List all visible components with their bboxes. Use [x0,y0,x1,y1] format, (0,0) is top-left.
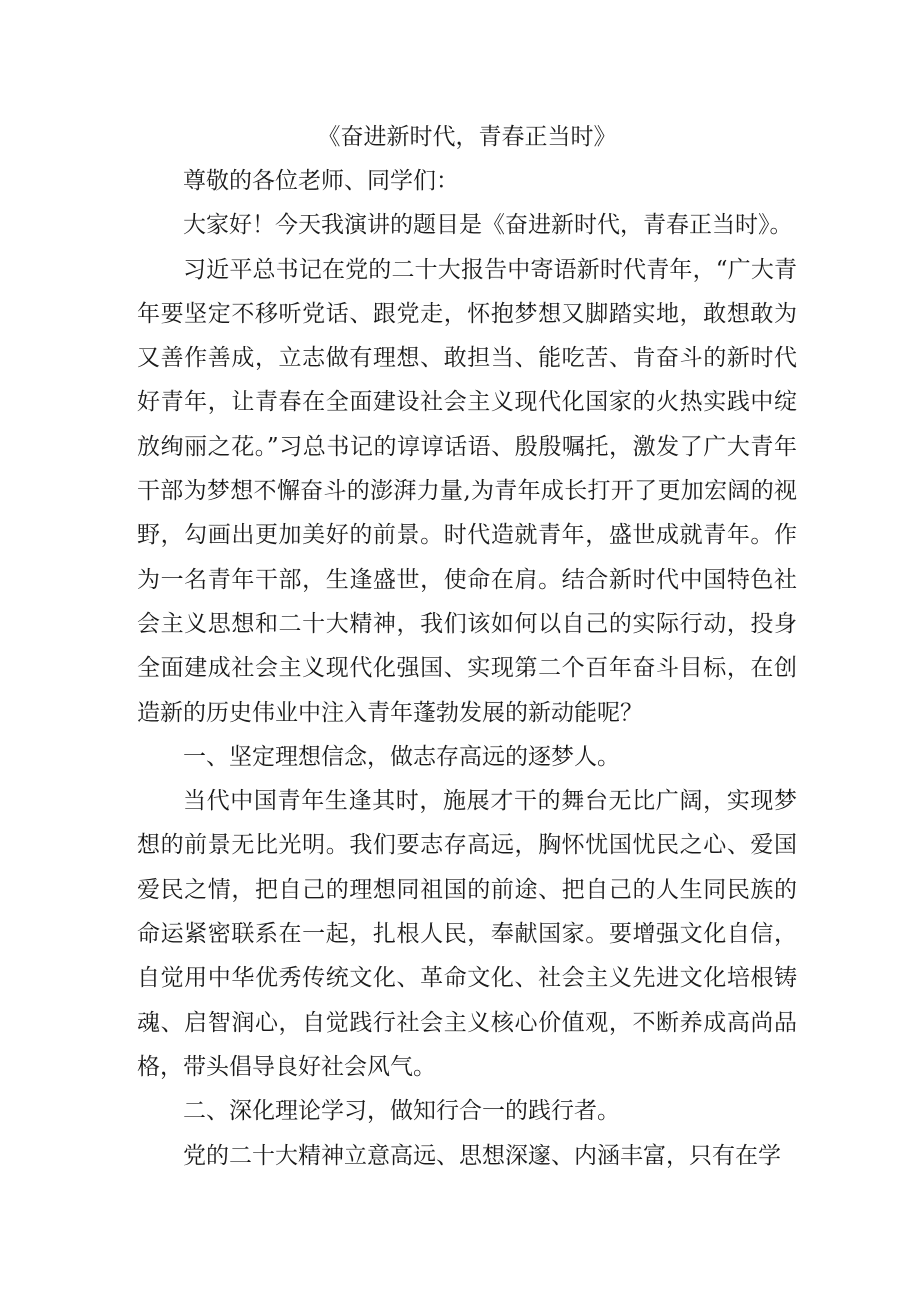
salutation: 尊敬的各位老师、同学们： [183,168,459,194]
document-body [137,115,797,1178]
paragraph-section-two: 党的二十大精神立意高远、思想深邃、内涵丰富，只有在学 [183,1142,781,1169]
paragraph-quote: 习近平总书记在党的二十大报告中寄语新时代青年，“广大青年要坚定不移听党话、跟党走，怀抱梦想又脚踏实地，敢想敢为又善作善成，立志做有理想、敢担当、能吃苦、肯奋斗的新时代好青年，让青春在全面建设社会主义现代化国家的火热实践中绽放绚丽之花。”习总书记的谆谆话语、殷殷嘱托，激发了广大青年干部为梦想不懈奋斗的澎湃力量,为青年成长打开了更加宏阔的视野，勾画出更加美好的前景。时代造就青年，盛世成就青年。作为一名青年干部，生逢盛世，使命在肩。结合新时代中国特色社会主义思想和二十大精神，我们该如何以自己的实际行动，投身全面建成社会主义现代化强国、实现第二个百年奋斗目标，在创造新的历史伟业中注入青年蓬勃发展的新动能呢？ [137,256,797,726]
paragraph-section-one: 当代中国青年生逢其时，施展才干的舞台无比广阔，实现梦想的前景无比光明。我们要志存高远，胸怀忧国忧民之心、爱国爱民之情，把自己的理想同祖国的前途、把自己的人生同民族的命运紧密联系在一起，扎根人民，奉献国家。要增强文化自信，自觉用中华优秀传统文化、革命文化、社会主义先进文化培根铸魂、启智润心，自觉践行社会主义核心价值观，不断养成高尚品格，带头倡导良好社会风气。 [137,788,797,1080]
paragraph-intro: 大家好！今天我演讲的题目是《奋进新时代，青春正当时》。 [183,212,793,239]
section-heading-two: 二、深化理论学习，做知行合一的践行者。 [183,1098,620,1125]
section-heading-one: 一、坚定理想信念，做志存高远的逐梦人。 [183,743,620,770]
document-title: 《奋进新时代，青春正当时》 [317,124,617,150]
